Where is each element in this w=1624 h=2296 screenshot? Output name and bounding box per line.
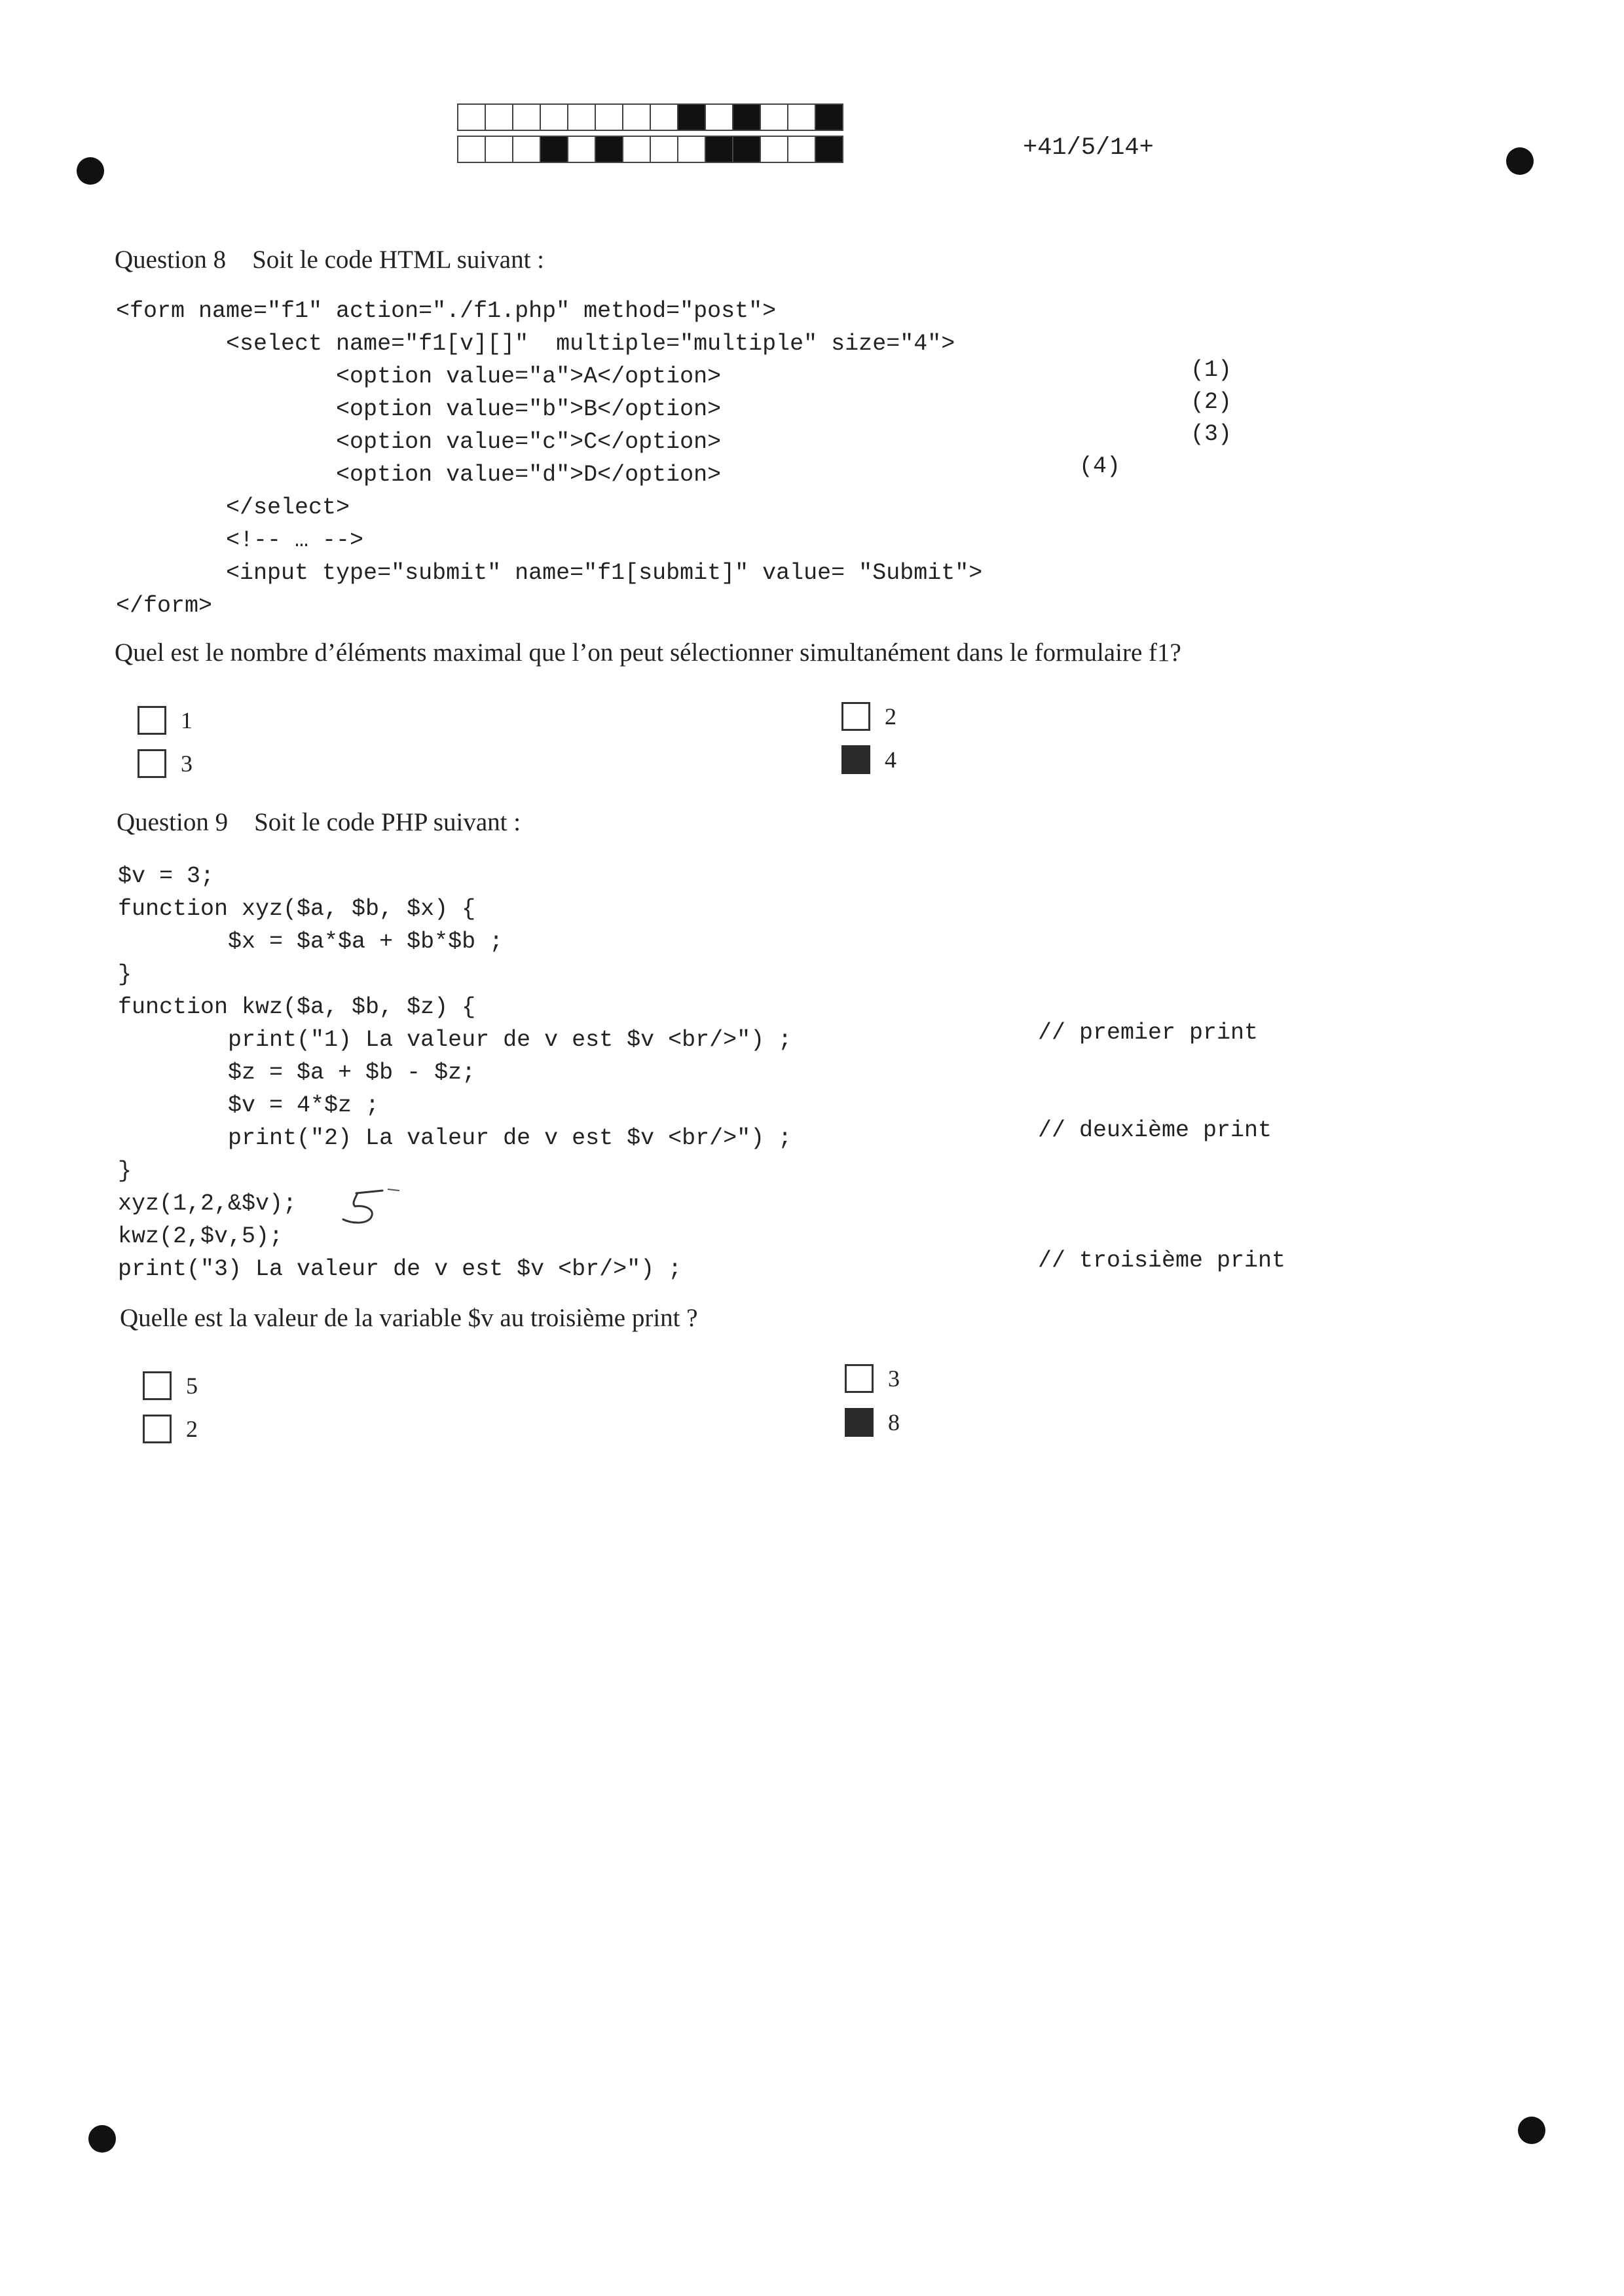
comment-troisieme-print: // troisième print [1038, 1248, 1286, 1274]
code-line: <option value="b">B</option> [116, 396, 722, 422]
barcode-cell [651, 105, 678, 130]
barcode-cell [486, 105, 513, 130]
q9-choice-2[interactable] [143, 1415, 198, 1443]
checkbox[interactable] [845, 1364, 874, 1393]
choice-label: 1 [181, 707, 193, 733]
barcode-cell [678, 137, 706, 162]
checkbox[interactable] [143, 1415, 172, 1443]
code-line: <select name="f1[v][]" multiple="multiple" size="4"> [116, 331, 955, 357]
barcode-cell [623, 105, 651, 130]
q8-choice-1[interactable] [138, 706, 193, 735]
q8-choice-3[interactable] [138, 749, 193, 778]
code-line: print("3) La valeur de v est $v <br/>") ; [118, 1256, 682, 1282]
barcode-cell [706, 105, 733, 130]
comment-deuxieme-print: // deuxième print [1038, 1117, 1272, 1143]
barcode-cell [651, 137, 678, 162]
question-8-prompt: Quel est le nombre d’éléments maximal que l’on peut sélectionner simultanément dans le formulaire f1? [115, 639, 1181, 667]
q8-choice-4[interactable] [841, 745, 896, 774]
option-ref-2: (2) [1190, 389, 1232, 415]
question-9-label: Question 9 [117, 808, 229, 836]
barcode-cell [568, 105, 596, 130]
barcode-cell [623, 137, 651, 162]
code-line: <option value="d">D</option> [116, 462, 722, 488]
registration-mark-bottom-left [88, 2125, 116, 2153]
choice-label: 2 [186, 1416, 198, 1442]
question-9-prompt: Quelle est la valeur de la variable $v au troisième print ? [120, 1304, 698, 1332]
option-ref-1: (1) [1190, 357, 1232, 383]
question-9-heading [117, 807, 521, 837]
checkbox[interactable] [841, 702, 870, 731]
question-8-label: Question 8 [115, 246, 227, 274]
code-line: $v = 4*$z ; [118, 1092, 380, 1119]
option-ref-3: (3) [1190, 421, 1232, 447]
barcode-cell [733, 137, 761, 162]
code-line: kwz(2,$v,5); [118, 1223, 284, 1250]
barcode-cell [458, 137, 486, 162]
code-line: xyz(1,2,&$v); [118, 1191, 297, 1217]
q9-choice-8[interactable] [845, 1408, 900, 1437]
code-line: function xyz($a, $b, $x) { [118, 896, 476, 922]
barcode-cell [678, 105, 706, 130]
code-line: } [118, 1158, 132, 1184]
checkbox[interactable] [143, 1371, 172, 1400]
barcode-cell [513, 105, 541, 130]
registration-mark-top-left [77, 157, 104, 185]
question-8-intro: Soit le code HTML suivant : [252, 246, 544, 274]
choice-label: 5 [186, 1373, 198, 1399]
comment-premier-print: // premier print [1038, 1020, 1259, 1046]
checkbox[interactable] [138, 706, 166, 735]
code-line: <option value="a">A</option> [116, 363, 722, 390]
barcode-cell [541, 105, 568, 130]
barcode-row-top [457, 103, 843, 131]
q8-choice-2[interactable] [841, 702, 896, 731]
registration-mark-bottom-right [1518, 2117, 1545, 2144]
barcode-cell [816, 105, 842, 130]
barcode-cell [596, 137, 623, 162]
code-line: <input type="submit" name="f1[submit]" value= "Submit"> [116, 560, 983, 586]
barcode-cell [568, 137, 596, 162]
code-line: } [118, 961, 132, 988]
question-9-intro: Soit le code PHP suivant : [254, 808, 521, 836]
choice-label: 3 [888, 1365, 900, 1392]
barcode-cell [788, 137, 816, 162]
code-line: <!-- … --> [116, 527, 364, 553]
barcode-cell [788, 105, 816, 130]
choice-label: 8 [888, 1409, 900, 1435]
checkbox[interactable] [138, 749, 166, 778]
code-line: function kwz($a, $b, $z) { [118, 994, 476, 1020]
q9-choice-3[interactable] [845, 1364, 900, 1393]
barcode-cell [816, 137, 842, 162]
barcode-cell [761, 105, 788, 130]
code-line: <form name="f1" action="./f1.php" method="post"> [116, 298, 777, 324]
barcode-cell [486, 137, 513, 162]
code-line: $z = $a + $b - $z; [118, 1060, 476, 1086]
code-line: </form> [116, 593, 213, 619]
choice-label: 2 [885, 703, 896, 730]
option-ref-4: (4) [1079, 453, 1121, 479]
code-line: print("2) La valeur de v est $v <br/>") ; [118, 1125, 792, 1151]
handwritten-five-annotation [327, 1185, 406, 1231]
barcode-cell [733, 105, 761, 130]
code-line: $x = $a*$a + $b*$b ; [118, 929, 504, 955]
page-id: +41/5/14+ [1023, 134, 1154, 162]
question-8-heading [115, 245, 544, 274]
barcode-cell [761, 137, 788, 162]
code-line: <option value="c">C</option> [116, 429, 722, 455]
checkbox[interactable] [841, 745, 870, 774]
code-line: $v = 3; [118, 863, 215, 889]
code-line: </select> [116, 494, 350, 521]
question-8-code [116, 295, 982, 622]
code-line: print("1) La valeur de v est $v <br/>") ; [118, 1027, 792, 1053]
barcode-cell [541, 137, 568, 162]
registration-mark-top-right [1506, 147, 1534, 175]
barcode-cell [513, 137, 541, 162]
barcode-row-bottom [457, 136, 843, 163]
barcode-cell [596, 105, 623, 130]
barcode-cell [458, 105, 486, 130]
checkbox[interactable] [845, 1408, 874, 1437]
barcode-cell [706, 137, 733, 162]
choice-label: 3 [181, 750, 193, 777]
question-9-code [118, 860, 792, 1286]
choice-label: 4 [885, 747, 896, 773]
q9-choice-5[interactable] [143, 1371, 198, 1400]
